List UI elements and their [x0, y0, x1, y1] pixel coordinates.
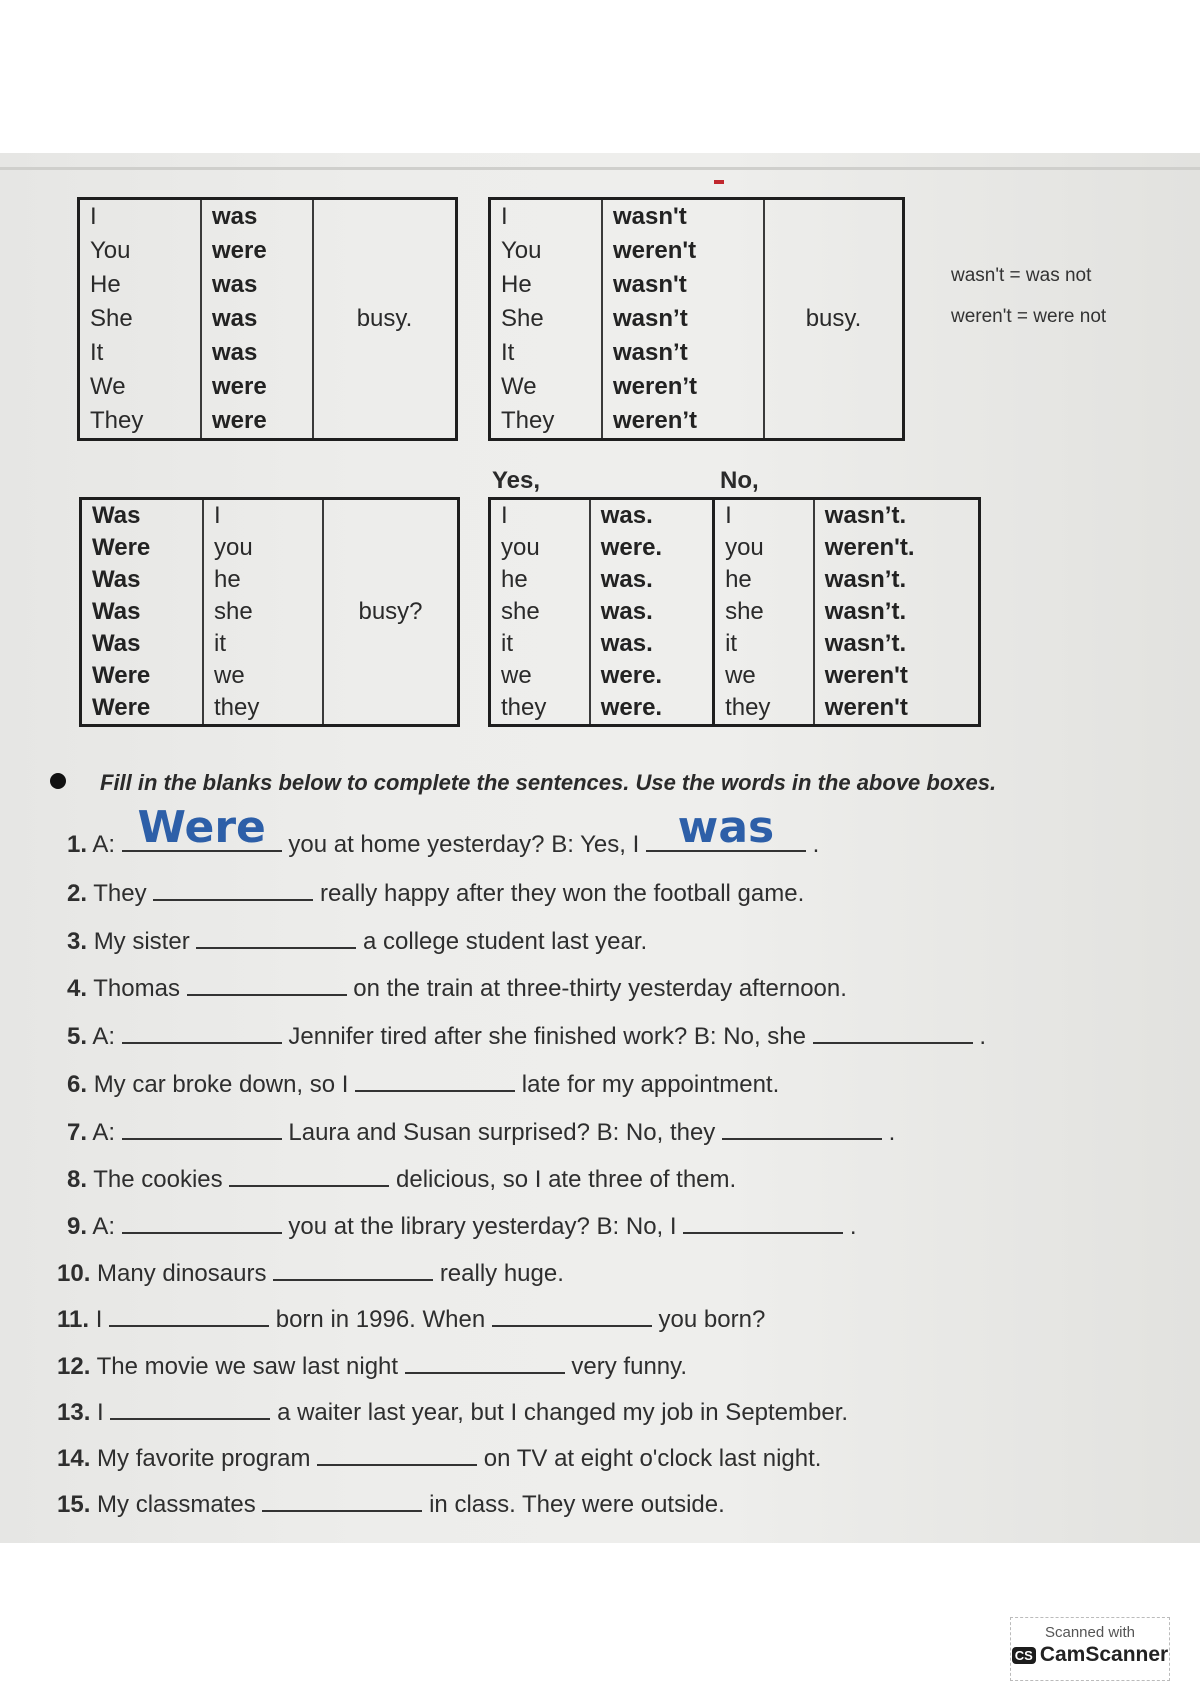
- exercise-item: [67, 1116, 895, 1147]
- answer-blank[interactable]: [492, 1303, 652, 1327]
- answer-blank[interactable]: [109, 1303, 269, 1327]
- table-row: [490, 660, 980, 692]
- camscanner-logo-icon: CS: [1012, 1647, 1036, 1664]
- note-werent: weren't = were not: [951, 306, 1107, 327]
- table-cell: she: [714, 596, 814, 628]
- table-cell: weren't: [814, 660, 980, 692]
- exercise-number: 9.: [67, 1213, 88, 1240]
- exercise-number: 11.: [57, 1306, 90, 1333]
- table-was-question: [79, 497, 460, 727]
- sentence-text: a college student last year.: [363, 928, 648, 955]
- sentence-text: a waiter last year, but I changed my job in September.: [277, 1399, 849, 1426]
- answer-blank[interactable]: [355, 1068, 515, 1092]
- table-cell: was: [201, 336, 313, 370]
- table-cell: were.: [590, 692, 714, 726]
- table-row: [490, 532, 980, 564]
- sentence-text: .: [979, 1023, 986, 1050]
- exercise-number: 5.: [67, 1023, 88, 1050]
- table-cell: She: [90, 305, 133, 332]
- answer-blank[interactable]: [122, 1210, 282, 1234]
- sentence-text: really happy after they won the football game.: [319, 880, 805, 907]
- table-cell: he: [501, 566, 528, 593]
- table-cell: we: [203, 660, 323, 692]
- sentence-text: you at home yesterday? B: Yes, I: [288, 831, 646, 858]
- answer-blank[interactable]: [722, 1116, 882, 1140]
- table-cell: was.: [590, 628, 714, 660]
- exercise-item: [67, 972, 847, 1003]
- answer-blank[interactable]: [405, 1350, 565, 1374]
- table-cell: he: [203, 564, 323, 596]
- exercise-item: [67, 802, 820, 859]
- exercise-number: 2.: [67, 880, 88, 907]
- bullet-icon: [50, 773, 66, 789]
- instruction-text: Fill in the blanks below to complete the sentences. Use the words in the above boxes.: [100, 770, 997, 795]
- table-cell: was.: [590, 499, 714, 533]
- table-cell: They: [90, 407, 144, 434]
- table-cell: it: [203, 628, 323, 660]
- table-was-affirmative: [77, 197, 458, 441]
- sentence-text: A:: [92, 1119, 122, 1146]
- table-cell: you: [501, 534, 540, 561]
- exercise-number: 1.: [67, 831, 88, 858]
- table-cell: Was: [92, 502, 141, 529]
- answer-blank[interactable]: [229, 1163, 389, 1187]
- sentence-text: on the train at three-thirty yesterday afternoon.: [353, 975, 847, 1002]
- table-cell: weren't: [602, 234, 764, 268]
- table-cell: Was: [92, 630, 141, 657]
- camscanner-brand: CamScanner: [1039, 1643, 1169, 1666]
- answer-blank[interactable]: [153, 877, 313, 901]
- table-cell: wasn’t.: [814, 564, 980, 596]
- table-cell: she: [203, 596, 323, 628]
- adjective-cell: busy.: [764, 199, 904, 440]
- sentence-text: My sister: [93, 928, 197, 955]
- table-cell: They: [501, 407, 555, 434]
- exercise-item: [67, 1068, 779, 1099]
- answer-blank[interactable]: [122, 802, 282, 853]
- table-cell: it: [501, 630, 513, 657]
- exercise-number: 8.: [67, 1166, 88, 1193]
- table-cell: were: [201, 370, 313, 404]
- sentence-text: late for my appointment.: [521, 1071, 780, 1098]
- table-cell: we: [714, 660, 814, 692]
- table-cell: He: [90, 271, 121, 298]
- table-cell: You: [501, 237, 542, 264]
- sentence-text: I: [97, 1399, 111, 1426]
- sentence-text: The movie we saw last night: [96, 1353, 405, 1380]
- sentence-text: Thomas: [93, 975, 187, 1002]
- page-edge-line: [0, 167, 1200, 170]
- table-cell: I: [203, 499, 323, 533]
- table-row: [81, 499, 459, 533]
- table-cell: was.: [590, 564, 714, 596]
- exercise-item: [57, 1396, 848, 1427]
- table-cell: was: [201, 302, 313, 336]
- answer-blank[interactable]: [110, 1396, 270, 1420]
- table-cell: wasn’t: [602, 336, 764, 370]
- table-cell: it: [714, 628, 814, 660]
- handwritten-answer: was: [677, 802, 775, 853]
- table-row: [490, 499, 980, 533]
- table-cell: Was: [92, 566, 141, 593]
- sentence-text: on TV at eight o'clock last night.: [483, 1445, 822, 1472]
- exercise-item: [57, 1303, 765, 1334]
- table-cell: we: [501, 662, 532, 689]
- answer-blank[interactable]: [273, 1257, 433, 1281]
- table-cell: It: [501, 339, 515, 366]
- answer-blank[interactable]: [122, 1020, 282, 1044]
- sentence-text: in class. They were outside.: [429, 1491, 725, 1518]
- exercise-item: [67, 1210, 857, 1241]
- table-cell: You: [90, 237, 131, 264]
- table-short-answers: [488, 497, 981, 727]
- table-row: [490, 199, 904, 235]
- table-cell: wasn’t.: [814, 499, 980, 533]
- table-cell: were.: [590, 532, 714, 564]
- camscanner-watermark: [1010, 1617, 1170, 1681]
- table-cell: I: [714, 499, 814, 533]
- answer-blank[interactable]: [122, 1116, 282, 1140]
- table-cell: I: [90, 203, 97, 230]
- exercise-number: 13.: [57, 1399, 91, 1426]
- sentence-text: Jennifer tired after she finished work? B: No, she: [288, 1023, 813, 1050]
- table-cell: Was: [92, 598, 141, 625]
- answer-blank[interactable]: [196, 925, 356, 949]
- exercise-number: 3.: [67, 928, 88, 955]
- exercise-item: [67, 1163, 736, 1194]
- no-label: No,: [720, 467, 759, 494]
- table-cell: I: [501, 502, 508, 529]
- exercise-item: [67, 925, 647, 956]
- table-cell: weren't: [814, 692, 980, 726]
- sentence-text: Laura and Susan surprised? B: No, they: [288, 1119, 722, 1146]
- answer-blank[interactable]: [317, 1442, 477, 1466]
- table-cell: was: [201, 199, 313, 235]
- sentence-text: really huge.: [439, 1260, 564, 1287]
- table-cell: Were: [92, 662, 151, 689]
- adjective-cell: busy?: [323, 499, 459, 726]
- answer-blank[interactable]: [262, 1488, 422, 1512]
- table-cell: She: [501, 305, 544, 332]
- table-cell: you: [203, 532, 323, 564]
- table-cell: weren’t: [602, 404, 764, 440]
- answer-blank[interactable]: [683, 1210, 843, 1234]
- table-row: [490, 596, 980, 628]
- exercise-item: [57, 1257, 564, 1288]
- table-cell: He: [501, 271, 532, 298]
- table-cell: she: [501, 598, 540, 625]
- handwritten-answer: Were: [137, 802, 266, 853]
- answer-blank[interactable]: [646, 802, 806, 853]
- table-cell: they: [203, 692, 323, 726]
- yes-label: Yes,: [492, 467, 541, 494]
- table-cell: was: [201, 268, 313, 302]
- answer-blank[interactable]: [813, 1020, 973, 1044]
- sentence-text: .: [888, 1119, 896, 1146]
- table-cell: were: [201, 234, 313, 268]
- sentence-text: very funny.: [571, 1353, 688, 1380]
- exercise-number: 12.: [57, 1353, 91, 1380]
- exercise-item: [57, 1442, 821, 1473]
- table-cell: wasn’t.: [814, 596, 980, 628]
- table-row: [490, 564, 980, 596]
- table-cell: It: [90, 339, 104, 366]
- sentence-text: My favorite program: [97, 1445, 318, 1472]
- sentence-text: A:: [92, 1213, 122, 1240]
- table-cell: were: [201, 404, 313, 440]
- table-cell: weren't.: [814, 532, 980, 564]
- exercise-number: 10.: [57, 1260, 91, 1287]
- sentence-text: My car broke down, so I: [93, 1071, 356, 1098]
- sentence-text: A:: [92, 1023, 122, 1050]
- table-cell: they: [714, 692, 814, 726]
- sentence-text: A:: [92, 831, 122, 858]
- exercise-number: 15.: [57, 1491, 91, 1518]
- note-wasnt: wasn't = was not: [951, 265, 1092, 286]
- table-cell: wasn't: [602, 268, 764, 302]
- sentence-text: I: [95, 1306, 110, 1333]
- exercise-number: 4.: [67, 975, 88, 1002]
- sentence-text: you born?: [658, 1306, 766, 1333]
- exercise-number: 7.: [67, 1119, 88, 1146]
- table-cell: they: [501, 694, 547, 721]
- sentence-text: .: [849, 1213, 857, 1240]
- exercise-number: 6.: [67, 1071, 88, 1098]
- table-cell: Were: [92, 694, 151, 721]
- sentence-text: My classmates: [97, 1491, 263, 1518]
- table-row: [490, 628, 980, 660]
- sentence-text: Many dinosaurs: [97, 1260, 274, 1287]
- table-cell: I: [501, 203, 508, 230]
- sentence-text: .: [812, 831, 820, 858]
- table-cell: weren’t: [602, 370, 764, 404]
- table-cell: he: [714, 564, 814, 596]
- adjective-cell: busy.: [313, 199, 457, 440]
- exercise-item: [57, 1350, 687, 1381]
- exercise-item: [57, 1488, 725, 1519]
- exercise-number: 14.: [57, 1445, 91, 1472]
- answer-blank[interactable]: [187, 972, 347, 996]
- table-cell: was.: [590, 596, 714, 628]
- table-cell: wasn’t.: [814, 628, 980, 660]
- exercise-item: [67, 877, 804, 908]
- table-cell: wasn’t: [602, 302, 764, 336]
- exercise-item: [67, 1020, 986, 1051]
- sentence-text: born in 1996. When: [275, 1306, 492, 1333]
- table-cell: We: [501, 373, 537, 400]
- table-row: [490, 692, 980, 726]
- table-cell: We: [90, 373, 126, 400]
- sentence-text: They: [93, 880, 154, 907]
- table-cell: wasn't: [602, 199, 764, 235]
- table-was-negative: [488, 197, 905, 441]
- sentence-text: The cookies: [93, 1166, 230, 1193]
- sentence-text: delicious, so I ate three of them.: [396, 1166, 737, 1193]
- table-row: [79, 199, 457, 235]
- sentence-text: you at the library yesterday? B: No, I: [288, 1213, 684, 1240]
- red-mark: [714, 180, 724, 184]
- table-cell: you: [714, 532, 814, 564]
- scanned-with-text: Scanned with: [1044, 1624, 1136, 1641]
- table-cell: were.: [590, 660, 714, 692]
- table-cell: Were: [92, 534, 151, 561]
